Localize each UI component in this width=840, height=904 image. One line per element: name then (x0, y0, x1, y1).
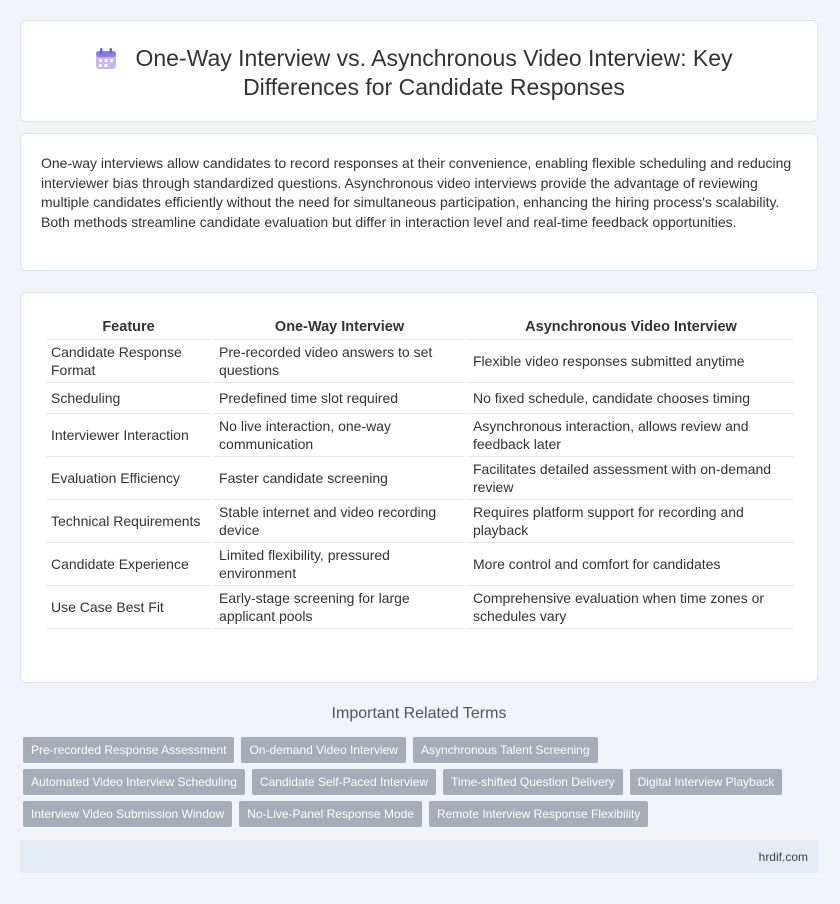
feature-cell: Scheduling (46, 383, 211, 414)
related-term-tag[interactable]: Automated Video Interview Scheduling (23, 769, 245, 795)
related-term-tag[interactable]: Digital Interview Playback (630, 769, 783, 795)
table-header-row (46, 318, 794, 340)
comparison-table-card (20, 292, 818, 683)
column-header-async: Asynchronous Video Interview (468, 318, 794, 340)
table-row (46, 543, 794, 586)
related-term-tag[interactable]: Time-shifted Question Delivery (443, 769, 623, 795)
feature-cell: Interviewer Interaction (46, 414, 211, 457)
table-row (46, 383, 794, 414)
table-row (46, 340, 794, 383)
related-term-tag[interactable]: Asynchronous Talent Screening (413, 737, 598, 763)
async-cell: More control and comfort for candidates (468, 543, 794, 586)
async-cell: Requires platform support for recording and playback (468, 500, 794, 543)
async-cell: No fixed schedule, candidate chooses timing (468, 383, 794, 414)
async-cell: Comprehensive evaluation when time zones or schedules vary (468, 586, 794, 629)
related-term-tag[interactable]: Interview Video Submission Window (23, 801, 232, 827)
page-title: One-Way Interview vs. Asynchronous Video Interview: Key Differences for Candidate Responses (135, 45, 733, 100)
footer-site-link[interactable]: hrdif.com (758, 850, 808, 864)
column-header-feature: Feature (46, 318, 211, 340)
one-way-cell: Early-stage screening for large applicant pools (214, 586, 465, 629)
feature-cell: Evaluation Efficiency (46, 457, 211, 500)
related-term-tag[interactable]: No-Live-Panel Response Mode (239, 801, 422, 827)
related-term-tag[interactable]: On-demand Video Interview (241, 737, 406, 763)
table-row (46, 414, 794, 457)
one-way-cell: Faster candidate screening (214, 457, 465, 500)
one-way-cell: Limited flexibility, pressured environment (214, 543, 465, 586)
one-way-cell: Stable internet and video recording device (214, 500, 465, 543)
column-header-one-way: One-Way Interview (214, 318, 465, 340)
async-cell: Flexible video responses submitted anytime (468, 340, 794, 383)
async-cell: Asynchronous interaction, allows review and feedback later (468, 414, 794, 457)
related-term-tag[interactable]: Candidate Self-Paced Interview (252, 769, 436, 795)
table-row (46, 586, 794, 629)
one-way-cell: Pre-recorded video answers to set questions (214, 340, 465, 383)
feature-cell: Candidate Response Format (46, 340, 211, 383)
feature-cell: Candidate Experience (46, 543, 211, 586)
related-terms-heading: Important Related Terms (331, 705, 507, 722)
table-row (46, 500, 794, 543)
feature-cell: Use Case Best Fit (46, 586, 211, 629)
one-way-cell: Predefined time slot required (214, 383, 465, 414)
one-way-cell: No live interaction, one-way communication (214, 414, 465, 457)
related-term-tag[interactable]: Remote Interview Response Flexibility (429, 801, 648, 827)
related-terms-list (23, 737, 803, 827)
comparison-table (43, 318, 797, 629)
async-cell: Facilitates detailed assessment with on-demand review (468, 457, 794, 500)
intro-paragraph: One-way interviews allow candidates to record responses at their convenience, enabling flexible scheduling and reducing interviewer bias through standardized questions. Asynchronous video interviews provide the advantage of reviewing multiple candidates efficiently without the need for simultaneous participation, enhancing the hiring process's scalability. Both methods streamline candidate evaluation but differ in interaction level and real-time feedback opportunities. (41, 155, 792, 230)
header-card (20, 20, 818, 122)
footer (20, 840, 818, 873)
intro-card (20, 133, 818, 271)
related-term-tag[interactable]: Pre-recorded Response Assessment (23, 737, 234, 763)
table-row (46, 457, 794, 500)
feature-cell: Technical Requirements (46, 500, 211, 543)
